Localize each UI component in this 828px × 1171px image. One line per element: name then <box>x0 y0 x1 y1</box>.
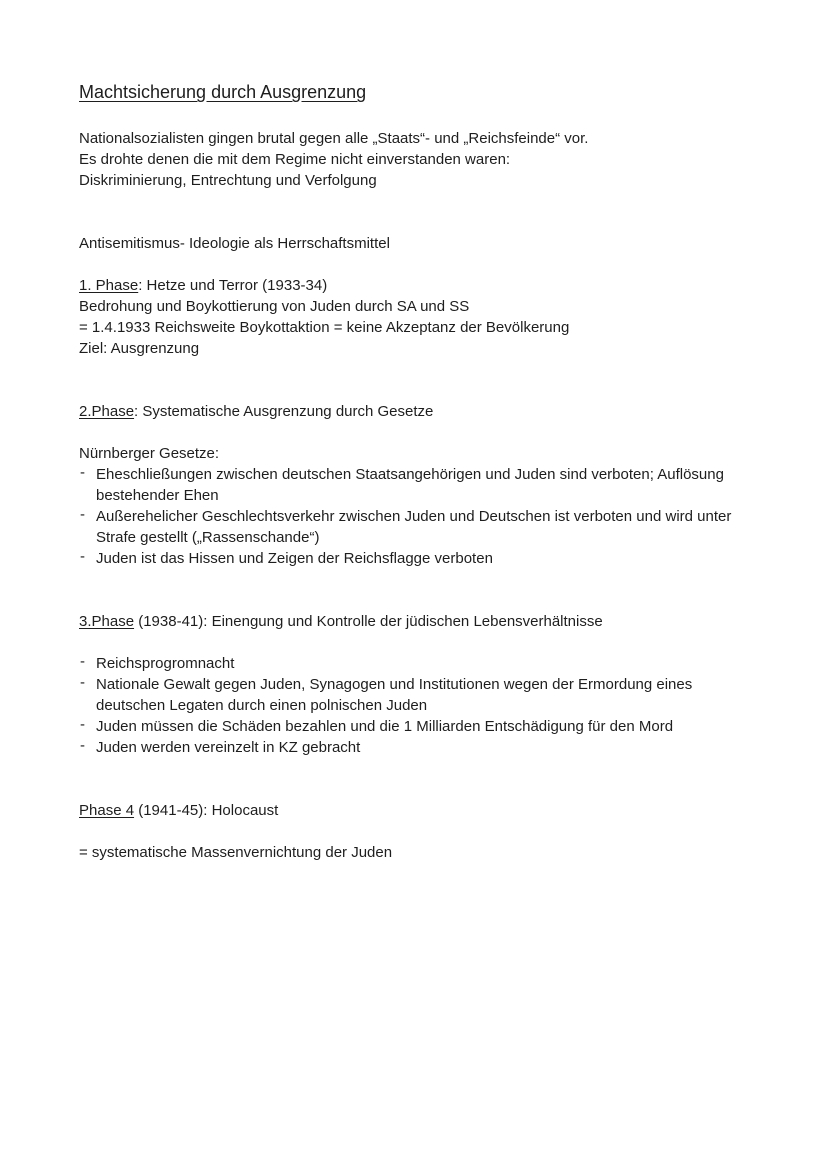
phase2-section <box>79 401 759 569</box>
phase3-label: 3.Phase <box>79 613 135 630</box>
antisemitism-heading: Antisemitismus- Ideologie als Herrschaftsmittel <box>79 235 390 252</box>
phase1-line: = 1.4.1933 Reichsweite Boykottaktion = keine Akzeptanz der Bevölkerung <box>79 319 570 336</box>
phase2-heading-rest: : Systematische Ausgrenzung durch Gesetze <box>134 403 434 420</box>
intro-line: Es drohte denen die mit dem Regime nicht einverstanden waren: <box>79 151 511 168</box>
phase4-heading-rest: (1941-45): Holocaust <box>134 802 279 819</box>
list-item: - Juden ist das Hissen und Zeigen der Reichsflagge verboten <box>79 548 759 569</box>
phase4-heading <box>79 800 759 821</box>
phase4-label: Phase 4 <box>79 802 135 819</box>
phase2-heading <box>79 401 759 422</box>
list-item: - Reichsprogromnacht <box>79 653 759 674</box>
list-item: - Eheschließungen zwischen deutschen Staatsangehörigen und Juden sind verboten; Auflösung bestehender Ehen <box>79 464 759 506</box>
phase3-section <box>79 611 759 758</box>
phase2-label: 2.Phase <box>79 403 135 420</box>
list-item: - Außerehelicher Geschlechtsverkehr zwischen Juden und Deutschen ist verboten und wird unter Strafe gestellt („Rassenschande“) <box>79 506 759 548</box>
phase4-section <box>79 800 759 863</box>
phase2-list <box>79 464 759 569</box>
phase1-line: Ziel: Ausgrenzung <box>79 340 200 357</box>
phase1-section <box>79 275 759 359</box>
list-item: - Juden werden vereinzelt in KZ gebracht <box>79 737 759 758</box>
phase2-subheading: Nürnberger Gesetze: <box>79 445 220 462</box>
phase1-line: Bedrohung und Boykottierung von Juden durch SA und SS <box>79 298 470 315</box>
list-item: - Nationale Gewalt gegen Juden, Synagogen und Institutionen wegen der Ermordung eines deutschen Legaten durch einen polnischen Juden <box>79 674 759 716</box>
intro-section <box>79 128 759 191</box>
intro-line: Nationalsozialisten gingen brutal gegen alle „Staats“- und „Reichsfeinde“ vor. <box>79 130 589 147</box>
phase1-heading <box>79 275 759 296</box>
phase1-label: 1. Phase <box>79 277 139 294</box>
phase3-list <box>79 653 759 758</box>
list-item: - Juden müssen die Schäden bezahlen und die 1 Milliarden Entschädigung für den Mord <box>79 716 759 737</box>
phase1-heading-rest: : Hetze und Terror (1933-34) <box>138 277 328 294</box>
phase3-heading-rest: (1938-41): Einengung und Kontrolle der jüdischen Lebensverhältnisse <box>134 613 603 630</box>
intro-line: Diskriminierung, Entrechtung und Verfolgung <box>79 172 377 189</box>
document-page <box>79 80 759 863</box>
document-title: Machtsicherung durch Ausgrenzung <box>79 82 367 102</box>
phase3-heading <box>79 611 759 632</box>
phase4-line: = systematische Massenvernichtung der Juden <box>79 844 393 861</box>
